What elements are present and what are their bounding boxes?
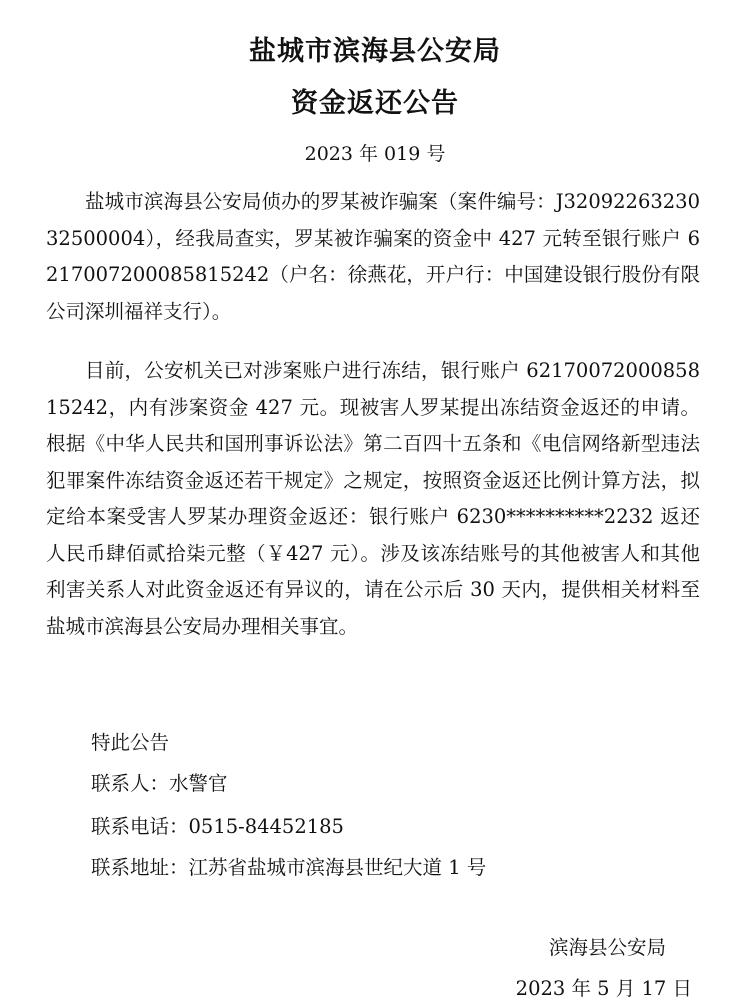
notice-issuer-title: 盐城市滨海县公安局 (249, 36, 501, 67)
notice-title: 资金返还公告 (291, 88, 459, 119)
contact-address: 联系地址：江苏省盐城市滨海县世纪大道 1 号 (91, 856, 487, 879)
body-paragraph-refund-details: 目前，公安机关已对涉案账户进行冻结，银行账户 6217007200085815242，内有涉案资金 427 元。现被害人罗某提出冻结资金返还的申请。根据《中华人民共和国刑事诉讼法》第二百四十五条和《电信网络新型违法犯罪案件冻结资金返还若干规定》之规定，按照资金返还比例计算方法，拟定给本案受害人罗某办理资金返还：银行账户 6230**********2232 返还人民币肆佰贰拾柒元整（￥427 元）。涉及该冻结账号的其他被害人和其他利害关系人对此资金返还有异议的，请在公示后 30 天内，提供相关材料至盐城市滨海县公安局办理相关事宜。 (46, 359, 700, 638)
closing-statement: 特此公告 (91, 731, 170, 754)
document-number: 2023 年 019 号 (304, 143, 446, 165)
signature-organization: 滨海县公安局 (548, 936, 666, 959)
contact-phone: 联系电话：0515-84452185 (91, 815, 344, 838)
signature-date: 2023 年 5 月 17 日 (515, 977, 692, 1000)
body-paragraph-case-details: 盐城市滨海县公安局侦办的罗某被诈骗案（案件编号：J3209226323032500004），经我局查实，罗某被诈骗案的资金中 427 元转至银行账户 6217007200085815242（户名：徐燕花，开户行：中国建设银行股份有限公司深圳福祥支行）。 (46, 190, 700, 323)
contact-person: 联系人：水警官 (91, 772, 228, 795)
